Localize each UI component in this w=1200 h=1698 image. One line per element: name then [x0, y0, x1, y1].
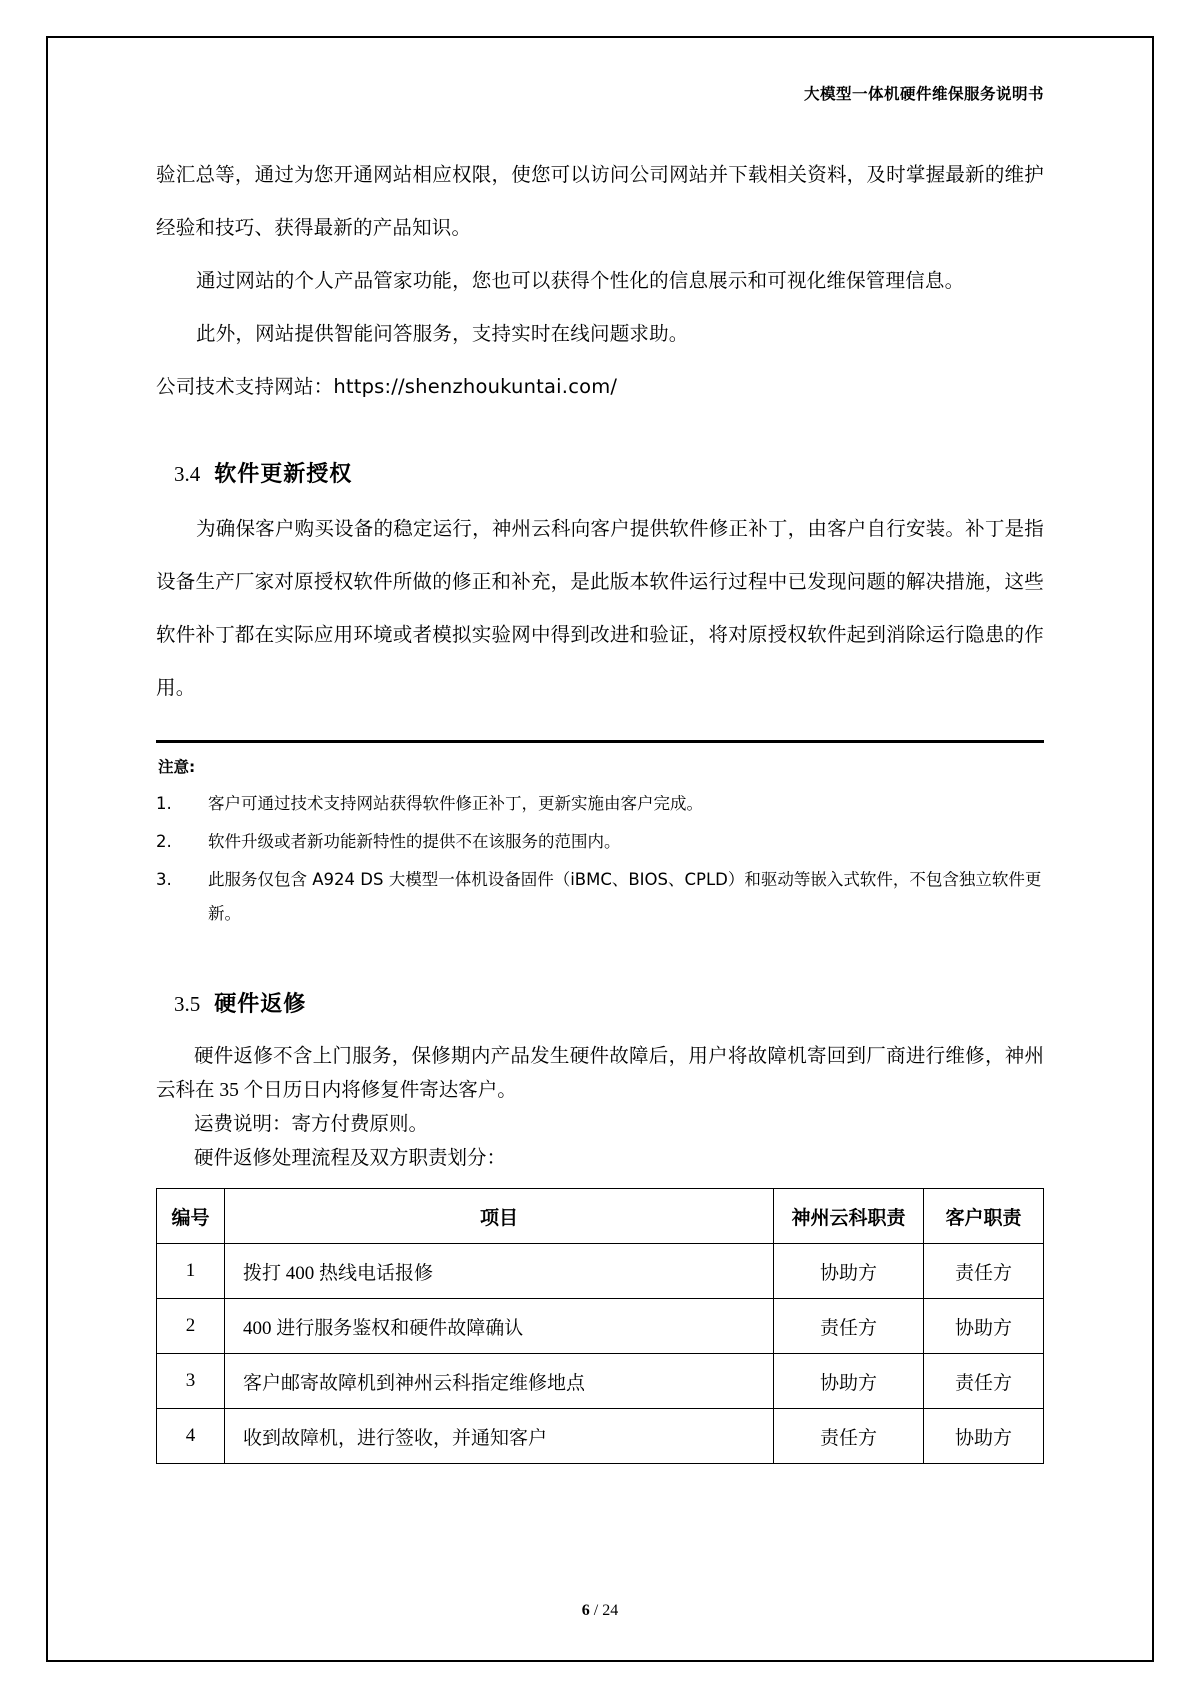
- section-number-3-4: 3.4: [174, 462, 201, 486]
- note-item-index: 1.: [156, 794, 172, 813]
- note-item-text: 此服务仅包含 A924 DS 大模型一体机设备固件（iBMC、BIOS、CPLD）和驱动等嵌入式软件，不包含独立软件更新。: [208, 870, 1042, 923]
- section-3-5-paragraph-1: 硬件返修不含上门服务，保修期内产品发生硬件故障后，用户将故障机寄回到厂商进行维修，神州云科在 35 个日历日内将修复件寄达客户。: [156, 1046, 1044, 1101]
- cell-customer: 协助方: [924, 1299, 1044, 1354]
- support-website-url[interactable]: https://shenzhoukuntai.com/: [333, 375, 618, 398]
- cell-no: 4: [157, 1409, 225, 1464]
- table-header-row: [157, 1189, 1044, 1244]
- section-number-3-5: 3.5: [174, 992, 201, 1016]
- section-3-4-paragraph: 为确保客户购买设备的稳定运行，神州云科向客户提供软件修正补丁，由客户自行安装。补丁是指设备生产厂家对原授权软件所做的修正和补充，是此版本软件运行过程中已发现问题的解决措施，这些软件补丁都在实际应用环境或者模拟实验网中得到改进和验证，将对原授权软件起到消除运行隐患的作用。: [156, 517, 1044, 699]
- table-row: [157, 1409, 1044, 1464]
- table-row: [157, 1244, 1044, 1299]
- cell-no: 1: [157, 1244, 225, 1299]
- section-title-3-5: 硬件返修: [214, 992, 307, 1017]
- cell-vendor: 责任方: [774, 1299, 924, 1354]
- footer-current-page: 6: [581, 1602, 590, 1619]
- page-content: [46, 36, 1154, 1464]
- section-3-5-paragraph-3: 硬件返修处理流程及双方职责划分：: [194, 1148, 507, 1169]
- paragraph-3: 此外，网站提供智能问答服务，支持实时在线问题求助。: [196, 322, 689, 345]
- paragraph-1: 验汇总等，通过为您开通网站相应权限，使您可以访问公司网站并下载相关资料，及时掌握最新的维护经验和技巧、获得最新的产品知识。: [156, 163, 1044, 239]
- page-header: 大模型一体机硬件维保服务说明书: [803, 86, 1044, 103]
- column-header-no: 编号: [157, 1189, 225, 1244]
- note-list-item: [156, 863, 1044, 931]
- cell-vendor: 协助方: [774, 1244, 924, 1299]
- repair-process-table: [156, 1188, 1044, 1464]
- note-item-index: 2.: [156, 832, 172, 851]
- footer-separator: /: [593, 1602, 599, 1619]
- table-row: [157, 1299, 1044, 1354]
- section-heading-3-5: [174, 987, 1044, 1018]
- note-item-text: 客户可通过技术支持网站获得软件修正补丁，更新实施由客户完成。: [208, 794, 703, 813]
- note-list-item: [156, 787, 1044, 821]
- table-row: [157, 1354, 1044, 1409]
- cell-no: 3: [157, 1354, 225, 1409]
- note-list-item: [156, 825, 1044, 859]
- footer-total-pages: 24: [602, 1602, 619, 1619]
- cell-customer: 责任方: [924, 1244, 1044, 1299]
- paragraph-2: 通过网站的个人产品管家功能，您也可以获得个性化的信息展示和可视化维保管理信息。: [196, 269, 965, 292]
- note-item-text: 软件升级或者新功能新特性的提供不在该服务的范围内。: [208, 832, 621, 851]
- support-website-label: 公司技术支持网站：: [156, 375, 334, 398]
- note-item-index: 3.: [156, 870, 172, 889]
- cell-item: 收到故障机，进行签收，并通知客户: [225, 1409, 774, 1464]
- section-3-5-paragraph-2: 运费说明：寄方付费原则。: [194, 1114, 429, 1135]
- cell-no: 2: [157, 1299, 225, 1354]
- section-heading-3-4: [174, 457, 1044, 488]
- section-title-3-4: 软件更新授权: [214, 462, 353, 487]
- support-website-line: [156, 360, 1044, 413]
- column-header-customer: 客户职责: [924, 1189, 1044, 1244]
- column-header-item: 项目: [225, 1189, 774, 1244]
- cell-customer: 责任方: [924, 1354, 1044, 1409]
- cell-item: 400 进行服务鉴权和硬件故障确认: [225, 1299, 774, 1354]
- note-box: [156, 740, 1044, 931]
- cell-vendor: 责任方: [774, 1409, 924, 1464]
- column-header-vendor: 神州云科职责: [774, 1189, 924, 1244]
- cell-vendor: 协助方: [774, 1354, 924, 1409]
- cell-item: 客户邮寄故障机到神州云科指定维修地点: [225, 1354, 774, 1409]
- note-title: 注意:: [158, 758, 196, 776]
- cell-item: 拨打 400 热线电话报修: [225, 1244, 774, 1299]
- page-footer: [0, 1602, 1200, 1620]
- cell-customer: 协助方: [924, 1409, 1044, 1464]
